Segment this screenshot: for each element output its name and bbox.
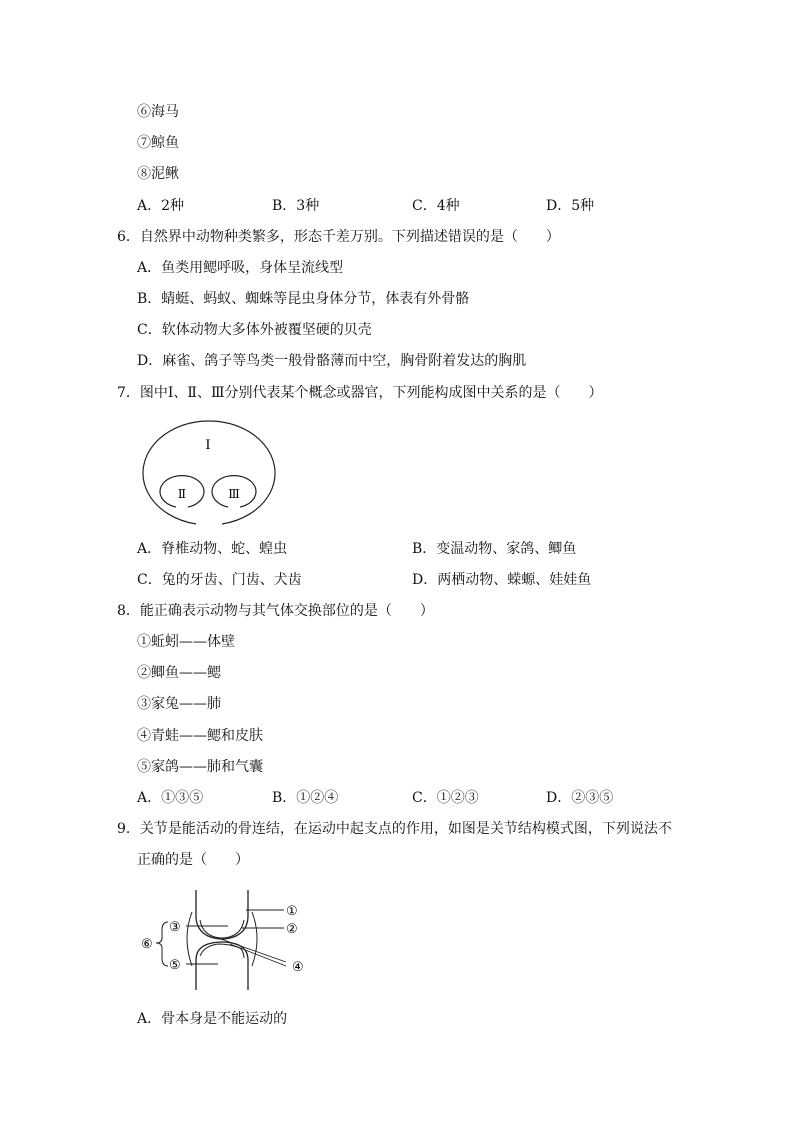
q9-stem-line2: 正确的是（ ）: [137, 852, 249, 868]
q8-stem: 8．能正确表示动物与其气体交换部位的是（ ）: [117, 603, 434, 619]
upper-bone: [196, 890, 248, 939]
leader-4a: [218, 938, 286, 962]
q5-item-6: ⑥海马: [137, 104, 179, 120]
q5-option-c: C．4种: [412, 198, 460, 214]
q8-item-3: ③家兔——肺: [137, 696, 221, 712]
q5-option-b: B．3种: [272, 198, 320, 214]
q7-stem: 7．图中Ⅰ、Ⅱ、Ⅲ分别代表某个概念或器官，下列能构成图中关系的是（ ）: [117, 385, 603, 401]
q5-option-a: A．2种: [137, 198, 185, 214]
q6-option-a: A．鱼类用鳃呼吸，身体呈流线型: [137, 260, 344, 276]
joint-capsule-left: [187, 912, 192, 966]
q7-option-a: A．脊椎动物、蛇、蝗虫: [137, 541, 288, 557]
label-2: ②: [286, 922, 298, 937]
q5-item-8: ⑧泥鳅: [137, 166, 179, 182]
q7-concept-diagram: [138, 416, 278, 528]
label-i: Ⅰ: [205, 438, 211, 453]
q8-item-5: ⑤家鸽——肺和气囊: [137, 759, 263, 775]
q8-item-4: ④青蛙——鳃和皮肤: [137, 728, 263, 744]
q6-option-b: B．蜻蜓、蚂蚁、蜘蛛等昆虫身体分节，体表有外骨骼: [137, 291, 470, 307]
articular-cartilage-lower: [200, 944, 244, 958]
q8-item-1: ①蚯蚓——体壁: [137, 634, 235, 650]
q8-option-a: A．①③⑤: [137, 790, 204, 806]
q8-option-c: C．①②③: [412, 790, 479, 806]
q6-option-c: C．软体动物大多体外被覆坚硬的贝壳: [137, 322, 372, 338]
q6-stem: 6．自然界中动物种类繁多，形态千差万别。下列描述错误的是（ ）: [117, 229, 560, 245]
brace-6: [156, 922, 168, 966]
q7-option-b: B．变温动物、家鸽、鲫鱼: [412, 541, 577, 557]
q9-joint-diagram: [138, 886, 318, 992]
leader-4b: [230, 944, 286, 966]
label-6: ⑥: [141, 937, 153, 952]
label-3: ③: [169, 920, 181, 935]
q9-option-a: A．骨本身是不能运动的: [137, 1011, 288, 1027]
label-5: ⑤: [169, 958, 181, 973]
label-iii: Ⅲ: [228, 487, 240, 501]
joint-capsule-right: [252, 912, 257, 966]
q8-option-b: B．①②④: [272, 790, 339, 806]
label-4: ④: [292, 960, 304, 975]
label-1: ①: [286, 904, 298, 919]
q9-stem-line1: 9．关节是能活动的骨连结，在运动中起支点的作用，如图是关节结构模式图，下列说法不: [117, 821, 672, 837]
lower-bone: [196, 942, 248, 990]
outer-ellipse: [143, 421, 275, 524]
q7-option-c: C．兔的牙齿、门齿、犬齿: [137, 572, 302, 588]
q5-option-d: D．5种: [546, 198, 595, 214]
q5-item-7: ⑦鲸鱼: [137, 135, 179, 151]
q6-option-d: D．麻雀、鸽子等鸟类一般骨骼薄而中空，胸骨附着发达的胸肌: [137, 353, 527, 369]
q7-option-d: D．两栖动物、蝾螈、娃娃鱼: [412, 572, 592, 588]
q8-option-d: D．②③⑤: [546, 790, 614, 806]
label-ii: Ⅱ: [177, 487, 187, 501]
q8-item-2: ②鲫鱼——鳃: [137, 665, 221, 681]
